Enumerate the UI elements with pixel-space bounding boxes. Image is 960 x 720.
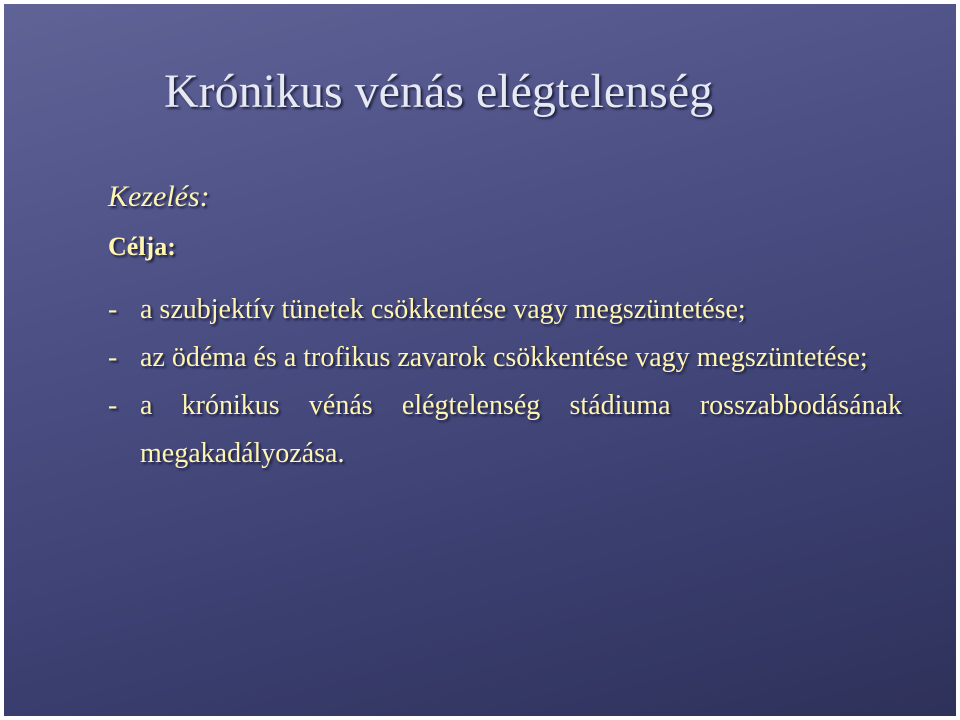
slide [4,4,956,716]
bullet-dash: - [108,342,118,373]
list-item [108,334,902,382]
goal-list [108,286,902,478]
list-item-text: az ödéma és a trofikus zavarok csökkentése vagy megszüntetése; [140,342,868,373]
list-item-text: a szubjektív tünetek csökkentése vagy megszüntetése; [140,294,746,325]
list-item-text: a krónikus vénás elégtelenség stádiuma rosszabbodásának megakadályozása. [140,390,902,469]
bullet-dash: - [108,390,118,421]
slide-title: Krónikus vénás elégtelenség [164,65,714,118]
list-item [108,286,902,334]
section-subheading: Kezelés: [108,180,210,213]
bullet-dash: - [108,294,118,325]
list-item [108,382,902,478]
goal-label: Célja: [108,232,176,261]
